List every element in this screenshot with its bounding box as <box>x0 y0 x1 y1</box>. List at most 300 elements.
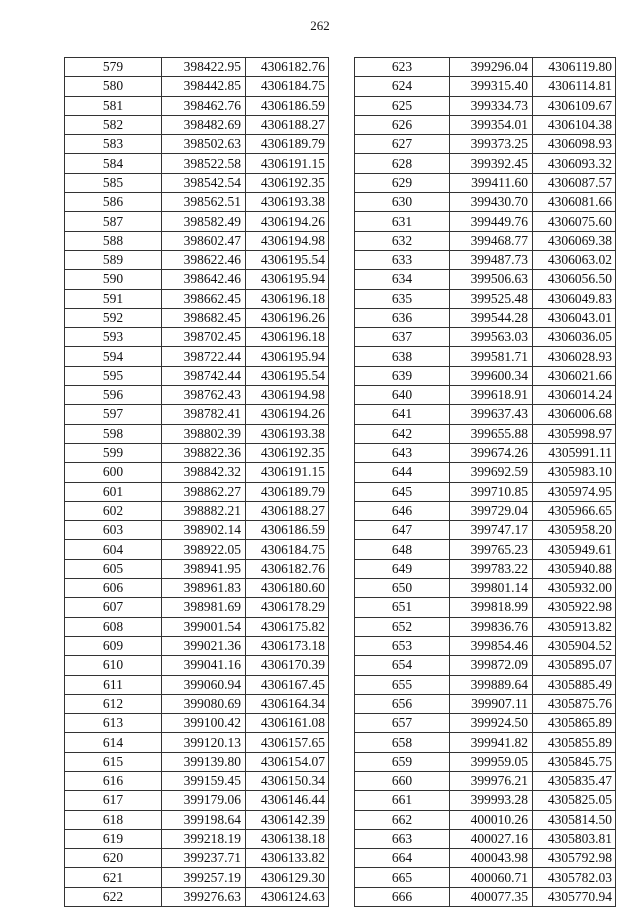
point-number-cell: 651 <box>355 598 450 617</box>
point-number-cell: 664 <box>355 849 450 868</box>
y-coordinate-cell: 4305991.11 <box>533 443 616 462</box>
y-coordinate-cell: 4306170.39 <box>246 656 329 675</box>
point-number-cell: 625 <box>355 96 450 115</box>
y-coordinate-cell: 4306182.76 <box>246 58 329 77</box>
x-coordinate-cell: 398602.47 <box>162 231 246 250</box>
x-coordinate-cell: 399468.77 <box>450 231 533 250</box>
table-row <box>355 501 616 520</box>
point-number-cell: 638 <box>355 347 450 366</box>
x-coordinate-cell: 399765.23 <box>450 540 533 559</box>
point-number-cell: 609 <box>65 636 162 655</box>
table-row <box>65 115 329 134</box>
table-row <box>65 96 329 115</box>
table-row <box>355 58 616 77</box>
point-number-cell: 586 <box>65 193 162 212</box>
table-row <box>355 636 616 655</box>
point-number-cell: 611 <box>65 675 162 694</box>
y-coordinate-cell: 4306184.75 <box>246 540 329 559</box>
point-number-cell: 603 <box>65 521 162 540</box>
x-coordinate-cell: 399506.63 <box>450 270 533 289</box>
x-coordinate-cell: 400043.98 <box>450 849 533 868</box>
table-row <box>65 714 329 733</box>
table-row <box>65 501 329 520</box>
point-number-cell: 650 <box>355 579 450 598</box>
y-coordinate-cell: 4306075.60 <box>533 212 616 231</box>
table-row <box>355 386 616 405</box>
x-coordinate-cell: 398981.69 <box>162 598 246 617</box>
x-coordinate-cell: 398502.63 <box>162 135 246 154</box>
x-coordinate-cell: 399818.99 <box>450 598 533 617</box>
y-coordinate-cell: 4305835.47 <box>533 771 616 790</box>
point-number-cell: 591 <box>65 289 162 308</box>
y-coordinate-cell: 4306175.82 <box>246 617 329 636</box>
table-row <box>65 482 329 501</box>
table-row <box>65 849 329 868</box>
x-coordinate-cell: 399889.64 <box>450 675 533 694</box>
y-coordinate-cell: 4306164.34 <box>246 694 329 713</box>
table-row <box>355 173 616 192</box>
point-number-cell: 661 <box>355 791 450 810</box>
point-number-cell: 583 <box>65 135 162 154</box>
point-number-cell: 580 <box>65 77 162 96</box>
table-row <box>355 521 616 540</box>
x-coordinate-cell: 399487.73 <box>450 250 533 269</box>
point-number-cell: 582 <box>65 115 162 134</box>
y-coordinate-cell: 4306014.24 <box>533 386 616 405</box>
table-row <box>65 212 329 231</box>
table-row <box>65 58 329 77</box>
table-row <box>65 347 329 366</box>
y-coordinate-cell: 4306138.18 <box>246 829 329 848</box>
point-number-cell: 648 <box>355 540 450 559</box>
table-row <box>355 328 616 347</box>
y-coordinate-cell: 4306167.45 <box>246 675 329 694</box>
point-number-cell: 639 <box>355 366 450 385</box>
point-number-cell: 597 <box>65 405 162 424</box>
y-coordinate-cell: 4306063.02 <box>533 250 616 269</box>
point-number-cell: 606 <box>65 579 162 598</box>
y-coordinate-cell: 4306104.38 <box>533 115 616 134</box>
x-coordinate-cell: 399801.14 <box>450 579 533 598</box>
point-number-cell: 659 <box>355 752 450 771</box>
table-row <box>355 579 616 598</box>
table-row <box>355 424 616 443</box>
point-number-cell: 649 <box>355 559 450 578</box>
point-number-cell: 596 <box>65 386 162 405</box>
table-row <box>355 887 616 906</box>
y-coordinate-cell: 4306193.38 <box>246 193 329 212</box>
page-number: 262 <box>310 18 330 33</box>
y-coordinate-cell: 4306114.81 <box>533 77 616 96</box>
table-row <box>355 791 616 810</box>
x-coordinate-cell: 399600.34 <box>450 366 533 385</box>
point-number-cell: 663 <box>355 829 450 848</box>
x-coordinate-cell: 399237.71 <box>162 849 246 868</box>
y-coordinate-cell: 4306157.65 <box>246 733 329 752</box>
point-number-cell: 605 <box>65 559 162 578</box>
x-coordinate-cell: 399430.70 <box>450 193 533 212</box>
y-coordinate-cell: 4306192.35 <box>246 173 329 192</box>
table-row <box>65 135 329 154</box>
table-row <box>65 598 329 617</box>
point-number-cell: 593 <box>65 328 162 347</box>
point-number-cell: 618 <box>65 810 162 829</box>
table-body <box>65 58 329 907</box>
table-row <box>355 289 616 308</box>
point-number-cell: 647 <box>355 521 450 540</box>
point-number-cell: 628 <box>355 154 450 173</box>
x-coordinate-cell: 399041.16 <box>162 656 246 675</box>
table-row <box>65 752 329 771</box>
point-number-cell: 585 <box>65 173 162 192</box>
x-coordinate-cell: 399392.45 <box>450 154 533 173</box>
x-coordinate-cell: 398702.45 <box>162 328 246 347</box>
x-coordinate-cell: 399525.48 <box>450 289 533 308</box>
x-coordinate-cell: 398622.46 <box>162 250 246 269</box>
x-coordinate-cell: 398522.58 <box>162 154 246 173</box>
y-coordinate-cell: 4306154.07 <box>246 752 329 771</box>
x-coordinate-cell: 399179.06 <box>162 791 246 810</box>
x-coordinate-cell: 399872.09 <box>450 656 533 675</box>
x-coordinate-cell: 398682.45 <box>162 308 246 327</box>
table-row <box>65 231 329 250</box>
y-coordinate-cell: 4305904.52 <box>533 636 616 655</box>
x-coordinate-cell: 400060.71 <box>450 868 533 887</box>
table-row <box>355 154 616 173</box>
point-number-cell: 623 <box>355 58 450 77</box>
table-row <box>355 366 616 385</box>
x-coordinate-cell: 398482.69 <box>162 115 246 134</box>
table-row <box>355 482 616 501</box>
table-row <box>65 810 329 829</box>
y-coordinate-cell: 4306006.68 <box>533 405 616 424</box>
x-coordinate-cell: 399296.04 <box>450 58 533 77</box>
point-number-cell: 665 <box>355 868 450 887</box>
y-coordinate-cell: 4305885.49 <box>533 675 616 694</box>
x-coordinate-cell: 400077.35 <box>450 887 533 906</box>
table-row <box>65 443 329 462</box>
point-number-cell: 607 <box>65 598 162 617</box>
y-coordinate-cell: 4305782.03 <box>533 868 616 887</box>
table-row <box>65 868 329 887</box>
x-coordinate-cell: 399544.28 <box>450 308 533 327</box>
y-coordinate-cell: 4306189.79 <box>246 482 329 501</box>
y-coordinate-cell: 4306195.54 <box>246 250 329 269</box>
table-row <box>65 154 329 173</box>
table-row <box>355 752 616 771</box>
point-number-cell: 604 <box>65 540 162 559</box>
table-row <box>65 829 329 848</box>
point-number-cell: 629 <box>355 173 450 192</box>
x-coordinate-cell: 399449.76 <box>450 212 533 231</box>
point-number-cell: 641 <box>355 405 450 424</box>
x-coordinate-cell: 398882.21 <box>162 501 246 520</box>
x-coordinate-cell: 399854.46 <box>450 636 533 655</box>
y-coordinate-cell: 4306142.39 <box>246 810 329 829</box>
x-coordinate-cell: 399060.94 <box>162 675 246 694</box>
table-row <box>65 791 329 810</box>
y-coordinate-cell: 4306196.18 <box>246 289 329 308</box>
table-row <box>355 868 616 887</box>
table-row <box>65 193 329 212</box>
y-coordinate-cell: 4306195.94 <box>246 270 329 289</box>
y-coordinate-cell: 4306194.98 <box>246 386 329 405</box>
x-coordinate-cell: 399655.88 <box>450 424 533 443</box>
table-row <box>65 308 329 327</box>
table-row <box>65 733 329 752</box>
y-coordinate-cell: 4305932.00 <box>533 579 616 598</box>
y-coordinate-cell: 4306189.79 <box>246 135 329 154</box>
point-number-cell: 622 <box>65 887 162 906</box>
table-row <box>65 270 329 289</box>
point-number-cell: 634 <box>355 270 450 289</box>
point-number-cell: 599 <box>65 443 162 462</box>
y-coordinate-cell: 4305974.95 <box>533 482 616 501</box>
y-coordinate-cell: 4305825.05 <box>533 791 616 810</box>
y-coordinate-cell: 4306186.59 <box>246 521 329 540</box>
y-coordinate-cell: 4305855.89 <box>533 733 616 752</box>
x-coordinate-cell: 399411.60 <box>450 173 533 192</box>
x-coordinate-cell: 398642.46 <box>162 270 246 289</box>
table-row <box>355 347 616 366</box>
point-number-cell: 666 <box>355 887 450 906</box>
point-number-cell: 595 <box>65 366 162 385</box>
table-row <box>65 173 329 192</box>
y-coordinate-cell: 4306173.18 <box>246 636 329 655</box>
point-number-cell: 598 <box>65 424 162 443</box>
table-row <box>355 96 616 115</box>
y-coordinate-cell: 4306188.27 <box>246 501 329 520</box>
x-coordinate-cell: 399747.17 <box>450 521 533 540</box>
y-coordinate-cell: 4306194.26 <box>246 405 329 424</box>
x-coordinate-cell: 399159.45 <box>162 771 246 790</box>
table-row <box>65 887 329 906</box>
point-number-cell: 640 <box>355 386 450 405</box>
x-coordinate-cell: 398462.76 <box>162 96 246 115</box>
x-coordinate-cell: 399218.19 <box>162 829 246 848</box>
x-coordinate-cell: 400027.16 <box>450 829 533 848</box>
y-coordinate-cell: 4306178.29 <box>246 598 329 617</box>
table-row <box>65 386 329 405</box>
table-row <box>65 579 329 598</box>
point-number-cell: 626 <box>355 115 450 134</box>
point-number-cell: 592 <box>65 308 162 327</box>
point-number-cell: 636 <box>355 308 450 327</box>
table-body <box>355 58 616 907</box>
y-coordinate-cell: 4306133.82 <box>246 849 329 868</box>
x-coordinate-cell: 398922.05 <box>162 540 246 559</box>
y-coordinate-cell: 4305913.82 <box>533 617 616 636</box>
table-row <box>65 617 329 636</box>
x-coordinate-cell: 399674.26 <box>450 443 533 462</box>
point-number-cell: 655 <box>355 675 450 694</box>
y-coordinate-cell: 4305803.81 <box>533 829 616 848</box>
table-row <box>355 559 616 578</box>
x-coordinate-cell: 399959.05 <box>450 752 533 771</box>
point-number-cell: 619 <box>65 829 162 848</box>
table-row <box>355 598 616 617</box>
point-number-cell: 615 <box>65 752 162 771</box>
point-number-cell: 627 <box>355 135 450 154</box>
y-coordinate-cell: 4306028.93 <box>533 347 616 366</box>
point-number-cell: 632 <box>355 231 450 250</box>
y-coordinate-cell: 4306069.38 <box>533 231 616 250</box>
point-number-cell: 600 <box>65 463 162 482</box>
y-coordinate-cell: 4306043.01 <box>533 308 616 327</box>
y-coordinate-cell: 4306109.67 <box>533 96 616 115</box>
table-row <box>355 231 616 250</box>
x-coordinate-cell: 399692.59 <box>450 463 533 482</box>
point-number-cell: 645 <box>355 482 450 501</box>
point-number-cell: 633 <box>355 250 450 269</box>
point-number-cell: 613 <box>65 714 162 733</box>
table-row <box>355 810 616 829</box>
x-coordinate-cell: 399120.13 <box>162 733 246 752</box>
x-coordinate-cell: 399637.43 <box>450 405 533 424</box>
y-coordinate-cell: 4305770.94 <box>533 887 616 906</box>
y-coordinate-cell: 4306193.38 <box>246 424 329 443</box>
point-number-cell: 631 <box>355 212 450 231</box>
point-number-cell: 589 <box>65 250 162 269</box>
point-number-cell: 624 <box>355 77 450 96</box>
table-row <box>355 540 616 559</box>
x-coordinate-cell: 398542.54 <box>162 173 246 192</box>
table-row <box>355 270 616 289</box>
point-number-cell: 581 <box>65 96 162 115</box>
point-number-cell: 653 <box>355 636 450 655</box>
point-number-cell: 602 <box>65 501 162 520</box>
table-row <box>355 212 616 231</box>
table-row <box>65 289 329 308</box>
x-coordinate-cell: 398562.51 <box>162 193 246 212</box>
y-coordinate-cell: 4306150.34 <box>246 771 329 790</box>
table-row <box>65 694 329 713</box>
x-coordinate-cell: 399257.19 <box>162 868 246 887</box>
point-number-cell: 656 <box>355 694 450 713</box>
x-coordinate-cell: 398902.14 <box>162 521 246 540</box>
y-coordinate-cell: 4306182.76 <box>246 559 329 578</box>
y-coordinate-cell: 4306180.60 <box>246 579 329 598</box>
y-coordinate-cell: 4306036.05 <box>533 328 616 347</box>
x-coordinate-cell: 398802.39 <box>162 424 246 443</box>
y-coordinate-cell: 4305845.75 <box>533 752 616 771</box>
x-coordinate-cell: 399783.22 <box>450 559 533 578</box>
table-row <box>355 193 616 212</box>
point-number-cell: 660 <box>355 771 450 790</box>
point-number-cell: 652 <box>355 617 450 636</box>
point-number-cell: 662 <box>355 810 450 829</box>
table-row <box>65 636 329 655</box>
y-coordinate-cell: 4306196.18 <box>246 328 329 347</box>
point-number-cell: 608 <box>65 617 162 636</box>
y-coordinate-cell: 4306087.57 <box>533 173 616 192</box>
x-coordinate-cell: 399198.64 <box>162 810 246 829</box>
x-coordinate-cell: 399001.54 <box>162 617 246 636</box>
y-coordinate-cell: 4306192.35 <box>246 443 329 462</box>
point-number-cell: 616 <box>65 771 162 790</box>
point-number-cell: 588 <box>65 231 162 250</box>
x-coordinate-cell: 399563.03 <box>450 328 533 347</box>
y-coordinate-cell: 4306184.75 <box>246 77 329 96</box>
x-coordinate-cell: 399993.28 <box>450 791 533 810</box>
x-coordinate-cell: 398422.95 <box>162 58 246 77</box>
y-coordinate-cell: 4306161.08 <box>246 714 329 733</box>
y-coordinate-cell: 4305966.65 <box>533 501 616 520</box>
y-coordinate-cell: 4306195.94 <box>246 347 329 366</box>
table-row <box>65 559 329 578</box>
x-coordinate-cell: 398862.27 <box>162 482 246 501</box>
y-coordinate-cell: 4306191.15 <box>246 463 329 482</box>
x-coordinate-cell: 399100.42 <box>162 714 246 733</box>
point-number-cell: 610 <box>65 656 162 675</box>
y-coordinate-cell: 4305895.07 <box>533 656 616 675</box>
y-coordinate-cell: 4306188.27 <box>246 115 329 134</box>
table-row <box>355 115 616 134</box>
x-coordinate-cell: 399618.91 <box>450 386 533 405</box>
table-row <box>355 675 616 694</box>
table-row <box>65 405 329 424</box>
point-number-cell: 637 <box>355 328 450 347</box>
table-row <box>65 366 329 385</box>
y-coordinate-cell: 4306021.66 <box>533 366 616 385</box>
y-coordinate-cell: 4306195.54 <box>246 366 329 385</box>
x-coordinate-cell: 398842.32 <box>162 463 246 482</box>
point-number-cell: 587 <box>65 212 162 231</box>
x-coordinate-cell: 398722.44 <box>162 347 246 366</box>
x-coordinate-cell: 399139.80 <box>162 752 246 771</box>
x-coordinate-cell: 399941.82 <box>450 733 533 752</box>
x-coordinate-cell: 398961.83 <box>162 579 246 598</box>
x-coordinate-cell: 398742.44 <box>162 366 246 385</box>
coordinates-table-left <box>64 57 329 907</box>
point-number-cell: 654 <box>355 656 450 675</box>
table-row <box>355 405 616 424</box>
y-coordinate-cell: 4306119.80 <box>533 58 616 77</box>
y-coordinate-cell: 4306056.50 <box>533 270 616 289</box>
x-coordinate-cell: 399924.50 <box>450 714 533 733</box>
x-coordinate-cell: 398662.45 <box>162 289 246 308</box>
x-coordinate-cell: 399907.11 <box>450 694 533 713</box>
x-coordinate-cell: 398582.49 <box>162 212 246 231</box>
table-row <box>355 308 616 327</box>
table-row <box>355 656 616 675</box>
x-coordinate-cell: 398941.95 <box>162 559 246 578</box>
y-coordinate-cell: 4306049.83 <box>533 289 616 308</box>
table-row <box>65 328 329 347</box>
point-number-cell: 630 <box>355 193 450 212</box>
table-row <box>355 443 616 462</box>
x-coordinate-cell: 399710.85 <box>450 482 533 501</box>
y-coordinate-cell: 4305875.76 <box>533 694 616 713</box>
point-number-cell: 646 <box>355 501 450 520</box>
y-coordinate-cell: 4305949.61 <box>533 540 616 559</box>
table-row <box>65 521 329 540</box>
table-row <box>65 771 329 790</box>
x-coordinate-cell: 399315.40 <box>450 77 533 96</box>
point-number-cell: 601 <box>65 482 162 501</box>
point-number-cell: 579 <box>65 58 162 77</box>
point-number-cell: 590 <box>65 270 162 289</box>
point-number-cell: 658 <box>355 733 450 752</box>
y-coordinate-cell: 4306194.98 <box>246 231 329 250</box>
table-row <box>65 540 329 559</box>
table-row <box>355 617 616 636</box>
y-coordinate-cell: 4306196.26 <box>246 308 329 327</box>
point-number-cell: 621 <box>65 868 162 887</box>
point-number-cell: 594 <box>65 347 162 366</box>
table-row <box>65 250 329 269</box>
y-coordinate-cell: 4306191.15 <box>246 154 329 173</box>
